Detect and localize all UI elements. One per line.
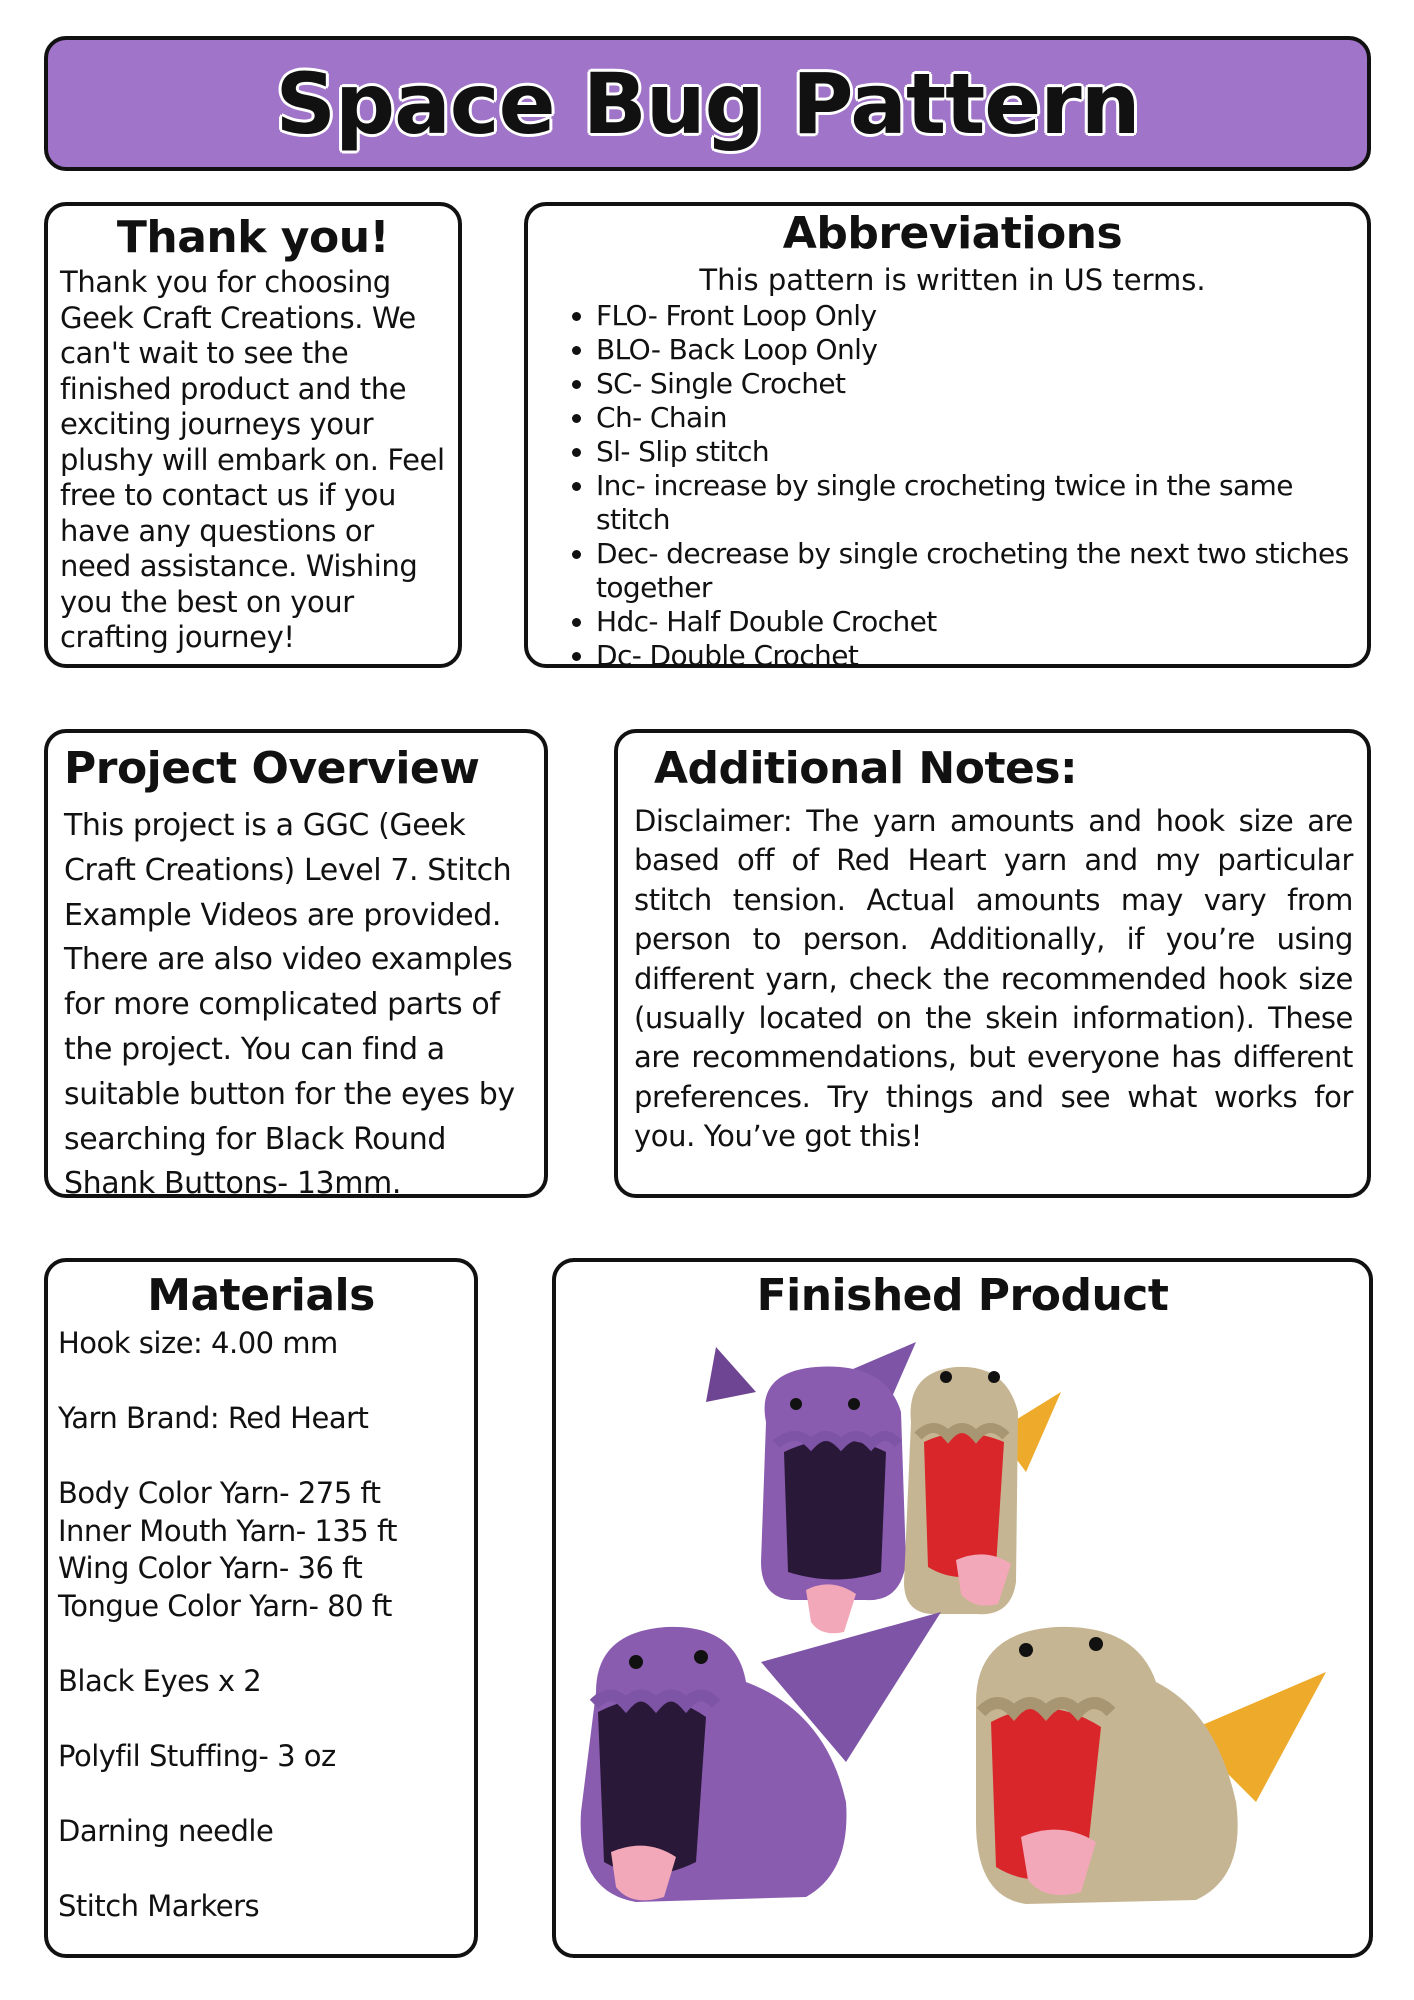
- eye-icon: [629, 1655, 643, 1669]
- eye-icon: [1019, 1643, 1033, 1657]
- project-overview-heading: Project Overview: [64, 743, 480, 794]
- abbreviations-heading: Abbreviations: [782, 208, 1123, 259]
- list-item: • FLO- Front Loop Only: [596, 299, 1349, 333]
- polyfil-stuffing: Polyfil Stuffing- 3 oz: [58, 1738, 336, 1773]
- yarn-brand: Yarn Brand: Red Heart: [58, 1401, 369, 1435]
- yarn-wing-color: Wing Color Yarn- 36 ft: [58, 1551, 363, 1585]
- project-overview-text: This project is a GGC (Geek Craft Creations) Level 7. Stitch Example Videos are provided. There are also video examples for more complicated parts of the project. You can find a suitable button for the eyes by searching for Black Round Shank Buttons- 13mm.: [64, 808, 515, 1202]
- project-overview-panel: [44, 729, 548, 1202]
- materials-heading: Materials: [147, 1270, 375, 1321]
- title-banner: [44, 36, 1371, 171]
- list-item: • Dc- Double Crochet: [596, 639, 1349, 673]
- tan-bug-small: [904, 1367, 1061, 1614]
- eye-icon: [790, 1398, 802, 1410]
- finished-product-heading: Finished Product: [756, 1270, 1169, 1321]
- additional-notes-panel: [614, 729, 1371, 1198]
- list-item: • Ch- Chain: [596, 401, 1349, 435]
- abbreviations-panel: [524, 202, 1371, 672]
- yarn-tongue-color: Tongue Color Yarn- 80 ft: [58, 1588, 392, 1623]
- page-title: Space Bug Pattern: [275, 54, 1140, 153]
- finished-product-panel: [552, 1258, 1373, 1958]
- thank-you-text: Thank you for choosing Geek Craft Creations. We can't wait to see the finished product and the exciting journeys your plushy will embark on. Feel free to contact us if you have any questions or need assistance. Wishing you the best on your crafting journey!: [60, 265, 445, 654]
- list-item: • BLO- Back Loop Only: [596, 333, 1349, 367]
- eye-icon: [940, 1371, 952, 1383]
- eye-icon: [988, 1371, 1000, 1383]
- additional-notes-heading: Additional Notes:: [654, 743, 1078, 794]
- abbreviations-list: [556, 299, 1349, 673]
- list-item: • SC- Single Crochet: [596, 367, 1349, 401]
- abbreviations-intro: This pattern is written in US terms.: [699, 263, 1206, 297]
- materials-panel: [44, 1258, 478, 1958]
- list-item: • Dec- decrease by single crocheting the next two stiches together: [596, 537, 1349, 605]
- hook-size: Hook size: 4.00 mm: [58, 1326, 338, 1360]
- eye-icon: [1089, 1637, 1103, 1651]
- list-item: • Inc- increase by single crocheting twice in the same stitch: [596, 469, 1349, 537]
- wing-icon: [706, 1347, 756, 1402]
- tan-bug-large: [976, 1627, 1326, 1904]
- list-item: • Hdc- Half Double Crochet: [596, 605, 1349, 639]
- yarn-inner-mouth: Inner Mouth Yarn- 135 ft: [58, 1513, 398, 1548]
- thank-you-heading: Thank you!: [116, 212, 390, 263]
- additional-notes-text: Disclaimer: The yarn amounts and hook size are based off of Red Heart yarn and my particular stitch tension. Actual amounts may vary from person to person. Additionally, if you’re using different yarn, check the recommended hook size (usually located on the skein information). These are recommendations, but everyone has different preferences. Try things and see what works for you. You’ve got this!: [634, 804, 1353, 1154]
- purple-bug-small: [706, 1342, 916, 1633]
- eye-icon: [848, 1398, 860, 1410]
- stitch-markers: Stitch Markers: [58, 1888, 260, 1923]
- list-item: • Sl- Slip stitch: [596, 435, 1349, 469]
- thank-you-panel: [44, 202, 462, 668]
- darning-needle: Darning needle: [58, 1813, 274, 1848]
- black-eyes: Black Eyes x 2: [58, 1663, 262, 1698]
- yarn-body-color: Body Color Yarn- 275 ft: [58, 1476, 381, 1510]
- eye-icon: [694, 1650, 708, 1664]
- finished-product-photo: [556, 1332, 1369, 1952]
- purple-bug-large: [581, 1612, 941, 1902]
